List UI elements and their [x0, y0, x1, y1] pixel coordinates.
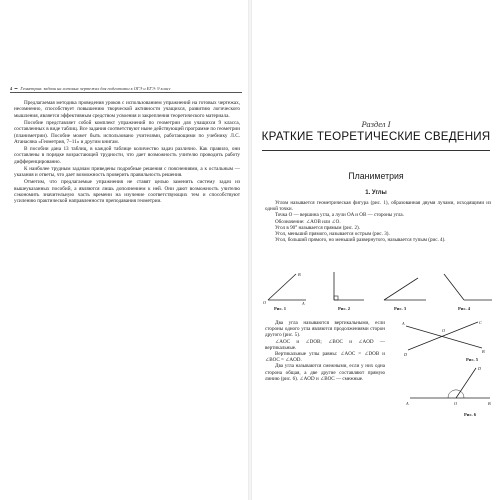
figure-6: [404, 364, 496, 413]
angle-definitions: [265, 200, 491, 243]
right-page: [252, 0, 500, 500]
section-title: КРАТКИЕ ТЕОРЕТИЧЕСКИЕ СВЕДЕНИЯ: [261, 130, 491, 143]
point-label: A: [406, 401, 409, 406]
running-head-text: Геометрия: задачи на готовых чертежах для подготовки к ОГЭ и ЕГЭ: 9 класс: [20, 86, 171, 91]
paragraph: К наиболее трудным задачам приведены подробные решения с пояснениями, а к остальным — указания и ответы, что дает возможность проверить правильность решения.: [14, 165, 240, 179]
definition: Угол, больший прямого, но меньший развернутого, называется тупым (рис. 4).: [275, 237, 446, 244]
paragraph: Вертикальные углы равны: ∠AOC = ∠DOB и ∠BOC = ∠AOD.: [265, 351, 385, 364]
figure-4: [440, 270, 494, 311]
definition: Угол в 90° называется прямым (рис. 2).: [275, 224, 360, 231]
section-label: Раздел I: [361, 119, 391, 129]
figure-caption: Рис. 5: [466, 357, 479, 362]
figure-1: [262, 270, 312, 311]
paragraph: ∠AOC и ∠DOB; ∠BOC и ∠AOD — вертикальные.: [265, 338, 385, 351]
topic-title: 1. Углы: [365, 190, 387, 196]
definition: Угол, меньший прямого, называется острым (рис. 3).: [275, 231, 390, 238]
paragraph: Предлагаемая методика проведения уроков с использованием упражнений на готовых чертежах, несомненно, способствует повышению творческой активности учащихся, развитию логического мышления, является эффективным средством усвоения и закрепления теоретического материала.: [14, 100, 240, 119]
figure-caption: Рис. 2: [338, 306, 351, 311]
point-label: A: [402, 321, 405, 326]
paragraph: Два угла называются вертикальными, если стороны одного угла являются продолжениями сторон другого (рис. 5).: [265, 320, 385, 339]
definition: Углом называется геометрическая фигура (рис. 1), образованная двумя лучами, исходящими из одной точки.: [265, 200, 491, 213]
definition: Точка O — вершина угла, а лучи OA и OB — стороны угла.: [275, 212, 404, 219]
subsection-title: Планиметрия: [348, 171, 404, 181]
point-label: B: [488, 401, 491, 406]
point-label: C: [479, 320, 482, 325]
point-label: B: [298, 272, 301, 277]
section-divider: [262, 150, 490, 151]
figure-caption: Рис. 6: [464, 412, 477, 417]
point-label: D: [478, 366, 482, 371]
figure-caption: Рис. 3: [394, 306, 407, 311]
definition: Обозначение: ∠AOB или ∠O.: [275, 218, 341, 225]
paragraph: Два угла называются смежными, если у них одна сторона общая, а две другие составляют прямую линию (рис. 6). ∠AOD и ∠BOC — смежные.: [265, 363, 385, 382]
vertical-adjacent-angles-text: [265, 320, 385, 382]
point-label: O: [263, 300, 267, 305]
figure-caption: Рис. 1: [274, 306, 287, 311]
running-head: [10, 86, 242, 93]
figure-caption: Рис. 4: [458, 306, 471, 311]
figure-3: [380, 270, 430, 311]
figure-2: [330, 270, 370, 311]
point-label: A: [302, 301, 305, 306]
paragraph: В пособии дана 13 таблиц, в каждой таблице количество задач различно. Как правило, они составлены в порядке возрастающей трудности, что дает возможность учителю проводить работу дифференцированно.: [14, 146, 240, 165]
paragraph: Отметим, что предлагаемые упражнения не ставят целью заменить систему задач из вышеуказанных пособий, а являются лишь дополнением к ней. Они дают возможность учителю сэкономить значительную часть времени на изучение соответствующих тем и способствуют усилению практической направленности преподавания геометрии.: [14, 179, 240, 205]
page-number: 4: [10, 86, 13, 91]
ornament-dots: •••: [14, 86, 18, 91]
point-label: D: [404, 352, 408, 357]
left-page: [0, 0, 248, 500]
intro-text: [14, 100, 240, 205]
point-label: B: [482, 349, 485, 354]
point-label: O: [454, 401, 458, 406]
figure-5: [398, 318, 490, 359]
paragraph: Пособие представляет собой комплект упражнений по геометрии для учащихся 9 класса, составленных в виде таблиц. Все задания соответствуют ныне действующей программе по геометрии (планиметрии). Пособие может быть использовано учителями, работающими по учебнику Л.С. Атанасяна «Геометрия, 7–11» и другим книгам.: [14, 119, 240, 146]
point-label: O: [442, 328, 446, 333]
